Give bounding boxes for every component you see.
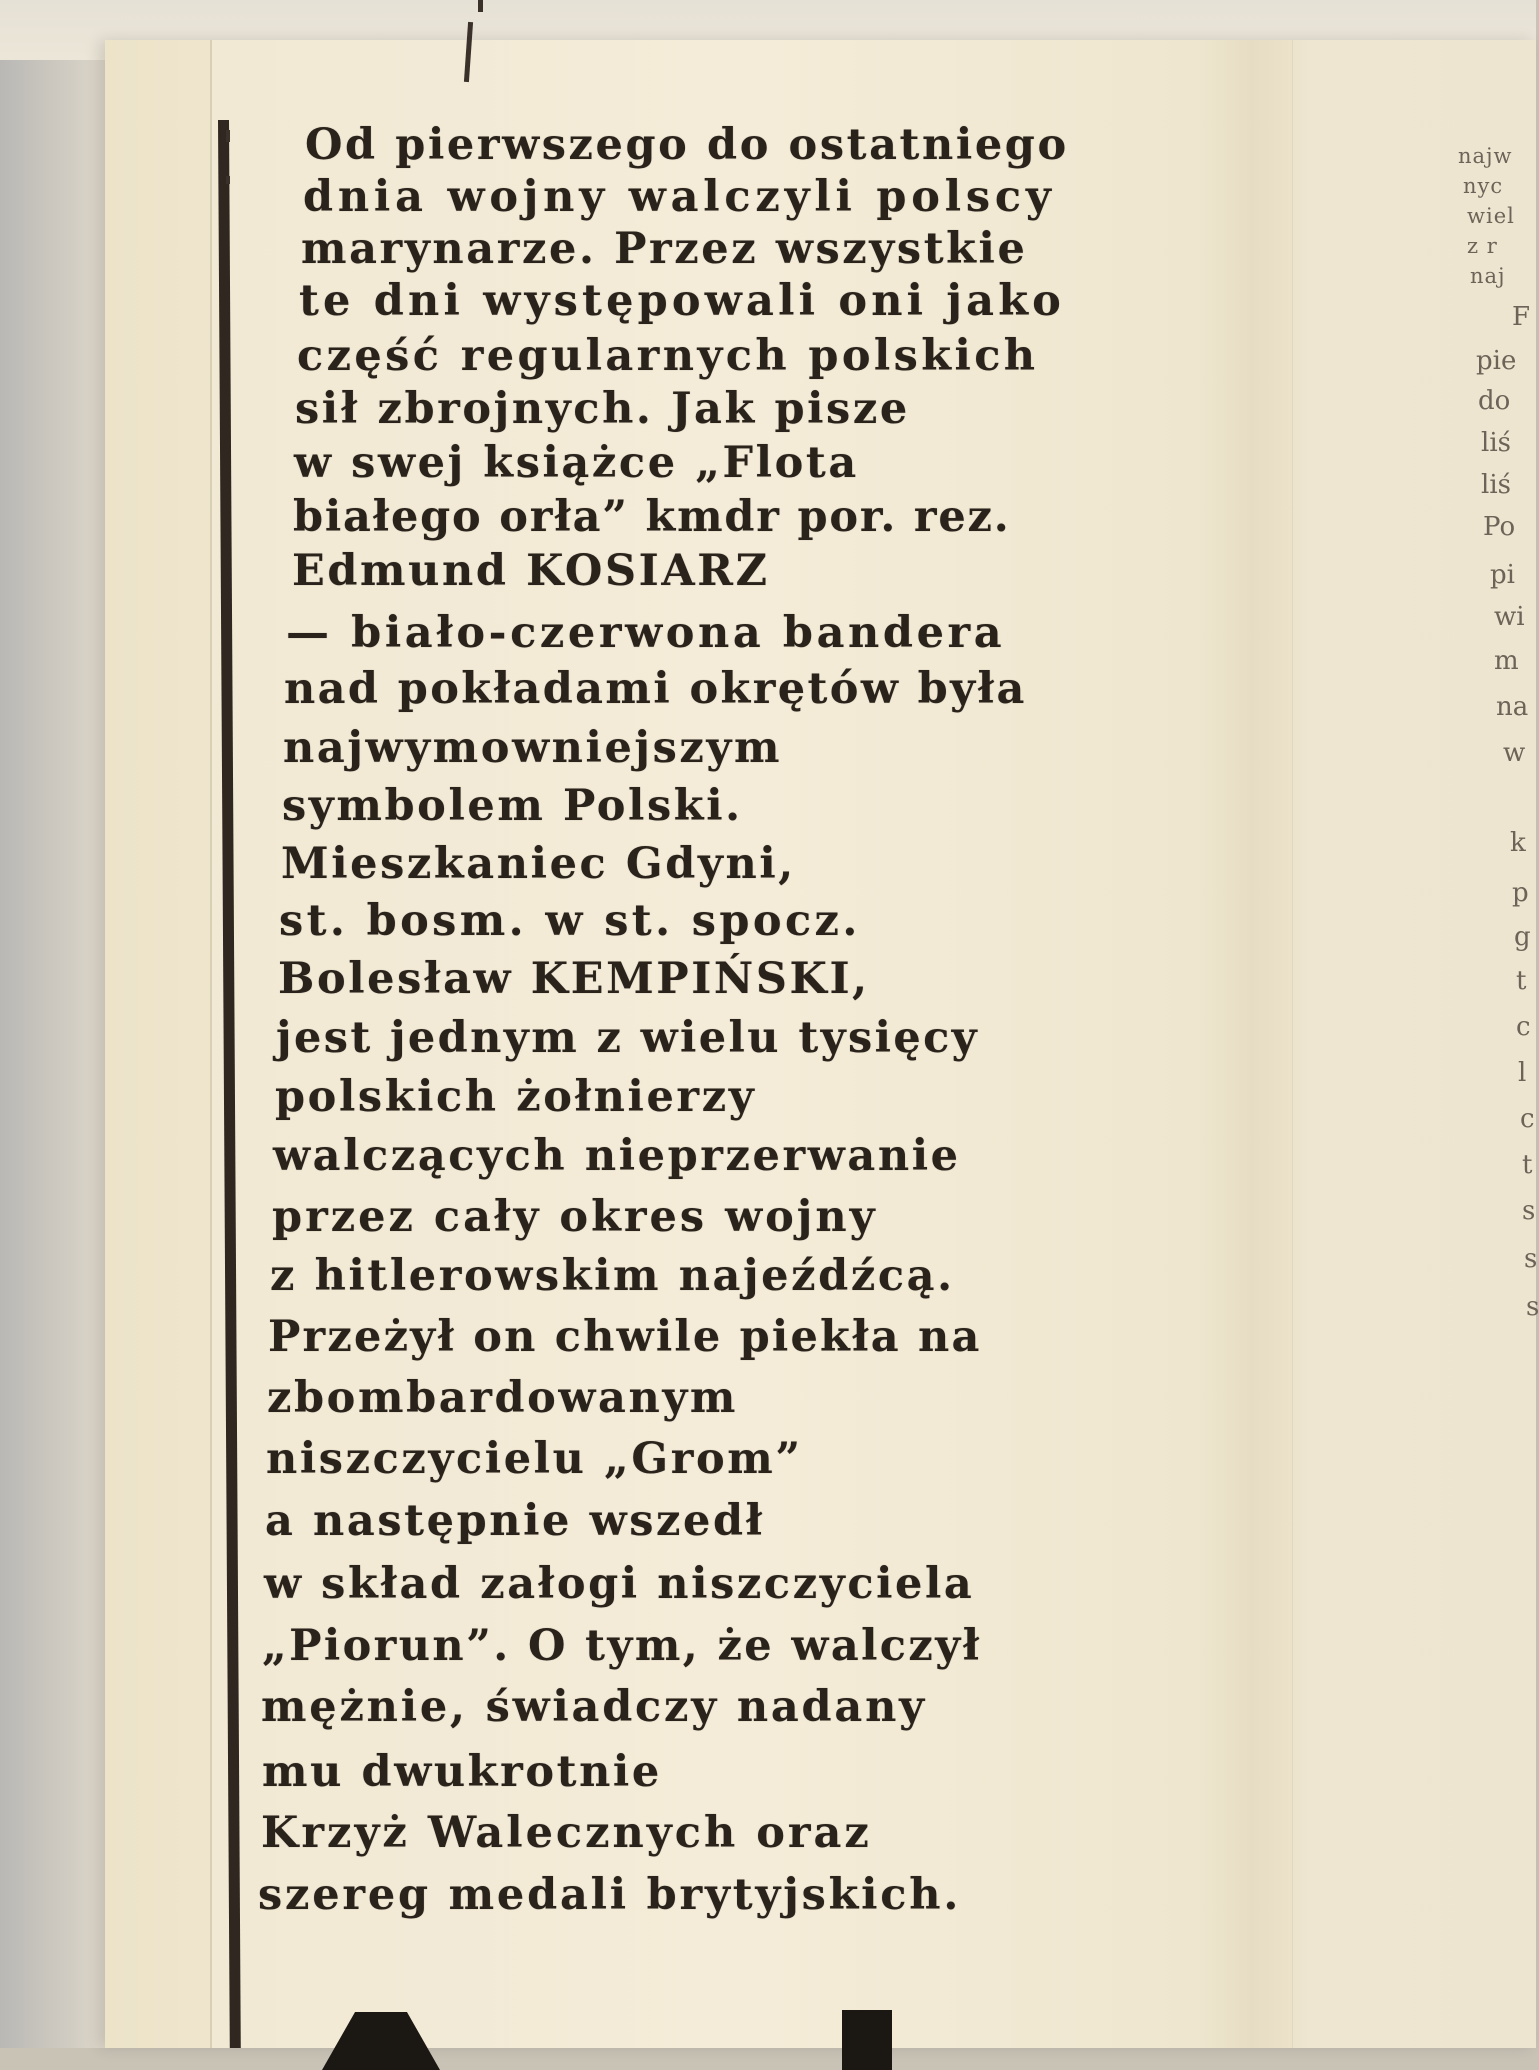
article-line: w skład załogi niszczyciela	[264, 1559, 975, 1609]
column-fragment: liś	[1481, 428, 1511, 458]
column-fragment: Po	[1483, 512, 1516, 542]
column-fragment: t	[1522, 1150, 1533, 1180]
column-fragment: liś	[1481, 470, 1511, 500]
article-line: niszczycielu „Grom”	[266, 1434, 803, 1484]
article-line: dnia wojny walczyli polscy	[303, 172, 1056, 222]
column-fragment: s	[1522, 1196, 1536, 1226]
article-line: st. bosm. w st. spocz.	[279, 896, 861, 946]
article-line: nad pokładami okrętów była	[284, 664, 1027, 714]
article-line: mężnie, świadczy nadany	[261, 1682, 927, 1732]
column-fragment: c	[1520, 1104, 1535, 1134]
column-fragment: k	[1510, 828, 1526, 858]
column-fragment: do	[1478, 386, 1511, 416]
column-fragment: s	[1526, 1292, 1539, 1322]
article-line: w swej książce „Flota	[294, 438, 859, 488]
article-line: białego orła” kmdr por. rez.	[293, 492, 1011, 542]
article-line: najwymowniejszym	[283, 723, 783, 773]
article-line: przez cały okres wojny	[272, 1192, 878, 1242]
column-fragment: wiel	[1467, 204, 1515, 228]
article-line: walczących nieprzerwanie	[273, 1131, 961, 1181]
article-line: sił zbrojnych. Jak pisze	[295, 384, 910, 434]
column-fragment: wi	[1494, 602, 1525, 632]
article-line: Od pierwszego do ostatniego	[305, 120, 1069, 170]
article-line: symbolem Polski.	[282, 781, 743, 831]
column-fragment: l	[1518, 1058, 1527, 1088]
article-line: z hitlerowskim najeźdźcą.	[270, 1251, 955, 1301]
article-line: marynarze. Przez wszystkie	[301, 224, 1028, 274]
article-line: szereg medali brytyjskich.	[258, 1870, 962, 1920]
column-fragment: s	[1524, 1244, 1538, 1274]
article-line: Przeżył on chwile piekła na	[268, 1312, 982, 1362]
article-line: „Piorun”. O tym, że walczył	[262, 1621, 982, 1671]
column-fragment: pi	[1490, 560, 1515, 590]
cropped-heading-letter	[842, 2010, 892, 2070]
column-fragment: w	[1503, 738, 1526, 768]
article-line: Mieszkaniec Gdyni,	[281, 839, 796, 889]
column-fragment: g	[1514, 922, 1531, 952]
article-line: te dni występowali oni jako	[299, 276, 1066, 326]
column-fragment: na	[1496, 692, 1529, 722]
article-line: polskich żołnierzy	[275, 1072, 757, 1122]
article-line: — biało-czerwona bandera	[286, 608, 1006, 658]
article-line: mu dwukrotnie	[262, 1747, 662, 1797]
column-fragment: pie	[1476, 346, 1517, 376]
article-line: jest jednym z wielu tysięcy	[276, 1013, 980, 1063]
column-fragment: najw	[1458, 144, 1513, 168]
column-fragment: nyc	[1463, 174, 1504, 198]
column-fragment: m	[1494, 646, 1519, 676]
article-line: Edmund KOSIARZ	[292, 546, 770, 596]
column-fragment: naj	[1470, 264, 1506, 288]
column-fragment: F	[1512, 302, 1531, 332]
column-fragment: z r	[1467, 234, 1498, 258]
column-fragment: t	[1516, 966, 1527, 996]
article-line: część regularnych polskich	[297, 331, 1039, 381]
article-line: Krzyż Walecznych oraz	[261, 1808, 872, 1858]
column-fragment: c	[1516, 1012, 1531, 1042]
column-fragment: p	[1512, 878, 1529, 908]
article-line: Bolesław KEMPIŃSKI,	[278, 954, 870, 1004]
article-line: zbombardowanym	[267, 1373, 739, 1423]
article-line: a następnie wszedł	[265, 1496, 765, 1546]
